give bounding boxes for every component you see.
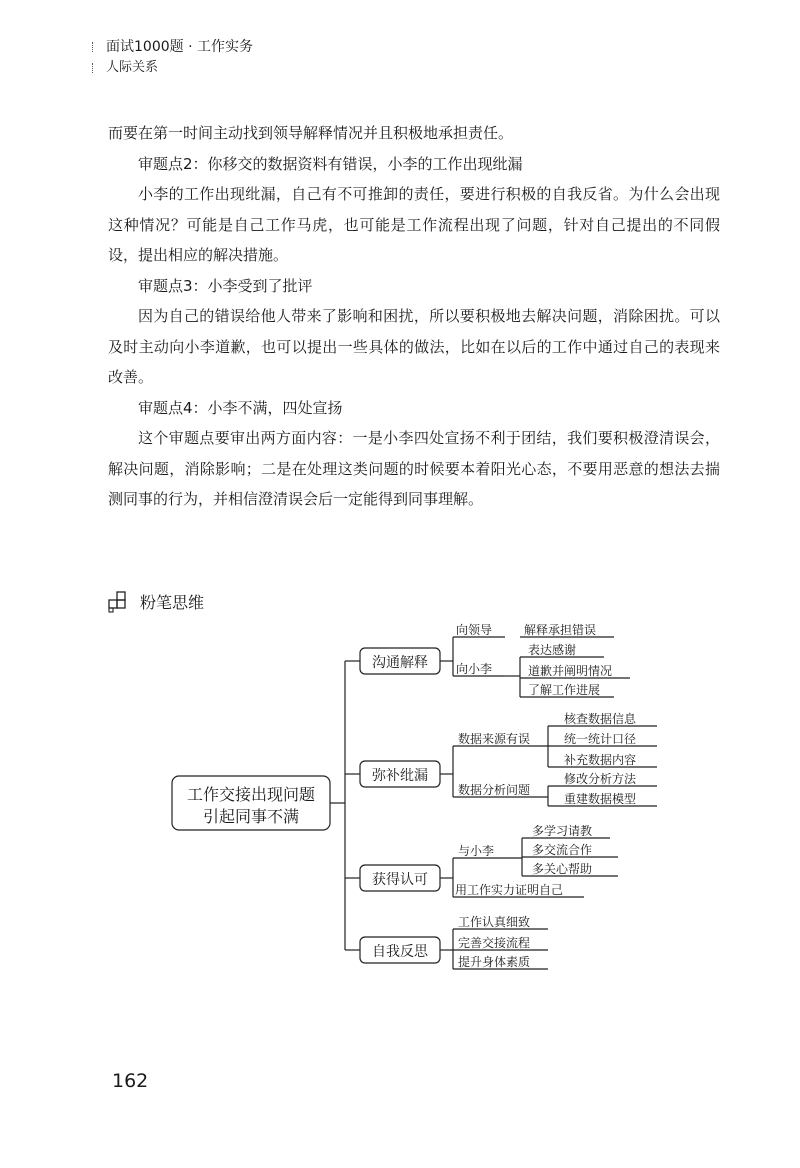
review-point-heading: 审题点4：小李不满，四处宣扬 [138,398,343,417]
mindmap-leaf: 核查数据信息 [564,712,637,726]
mindmap-sub-label: 向小李 [456,662,493,676]
mindmap-leaf: 多学习请教 [532,824,593,838]
mindmap-leaf: 表达感谢 [528,643,577,657]
header-chapter-row [92,59,253,77]
paragraph: 小李的工作出现纰漏，自己有不可推卸的责任，要进行积极的自我反省。为什么会出现这种情况？可能是自己工作马虎，也可能是工作流程出现了问题，针对自己提出的不同假设，提出相应的解决措施。 [108,185,720,264]
chapter-title: 人际关系 [106,60,159,75]
review-point-heading: 审题点3：小李受到了批评 [138,276,313,295]
mindmap-sub-label: 与小李 [458,844,495,858]
paragraph: 而要在第一时间主动找到领导解释情况并且积极地承担责任。 [108,124,514,142]
mindmap-sub-label: 数据分析问题 [458,783,531,797]
mindmap-leaf: 多关心帮助 [532,862,593,876]
paragraph: 因为自己的错误给他人带来了影响和困扰，所以要积极地去解决问题，消除困扰。可以及时主动向小李道歉，也可以提出一些具体的做法，比如在以后的工作中通过自己的表现来改善。 [108,307,720,386]
mindmap-branch-label: 自我反思 [372,944,428,960]
mindmap-leaf: 工作认真细致 [458,915,531,929]
mindmap-leaf: 了解工作进展 [528,683,601,697]
section-title-text: 粉笔思维 [140,593,205,612]
mindmap-sub-label: 数据来源有误 [458,732,531,746]
mindmap-leaf: 解释承担错误 [524,623,597,637]
mindmap-leaf: 完善交接流程 [458,936,531,950]
mindmap-leaf: 道歉并阐明情况 [528,664,613,678]
mindmap-leaf: 用工作实力证明自己 [455,883,564,897]
mindmap-leaf: 重建数据模型 [564,792,637,806]
mindmap-leaf: 统一统计口径 [564,732,637,746]
book-title: 面试1000题 · 工作实务 [106,39,253,55]
header-book-title-row [92,38,253,56]
page-number: 162 [112,1070,149,1092]
mindmap-leaf: 提升身体素质 [458,955,531,969]
mindmap-branch-label: 弥补纰漏 [372,768,428,784]
mind-map [0,600,800,1080]
running-header [92,38,253,77]
mindmap-branch-label: 获得认可 [372,872,428,888]
body-text [108,118,720,515]
mindmap-leaf: 多交流合作 [532,843,593,857]
mindmap-branch-label: 沟通解释 [372,655,428,671]
mindmap-root-line1: 工作交接出现问题 [186,785,316,804]
mindmap-leaf: 补充数据内容 [564,753,637,767]
header-mark [92,63,96,73]
mindmap-leaf: 修改分析方法 [564,772,637,786]
review-point-heading: 审题点2：你移交的数据资料有错误，小李的工作出现纰漏 [138,154,523,173]
mindmap-sub-label: 向领导 [456,623,493,637]
mindmap-root-line2: 引起同事不满 [202,807,300,826]
header-mark [92,42,96,52]
paragraph: 这个审题点要审出两方面内容：一是小李四处宣扬不利于团结，我们要积极澄清误会，解决问题，消除影响；二是在处理这类问题的时候要本着阳光心态，不要用恶意的想法去揣测同事的行为，并相信澄清误会后一定能得到同事理解。 [108,429,720,508]
